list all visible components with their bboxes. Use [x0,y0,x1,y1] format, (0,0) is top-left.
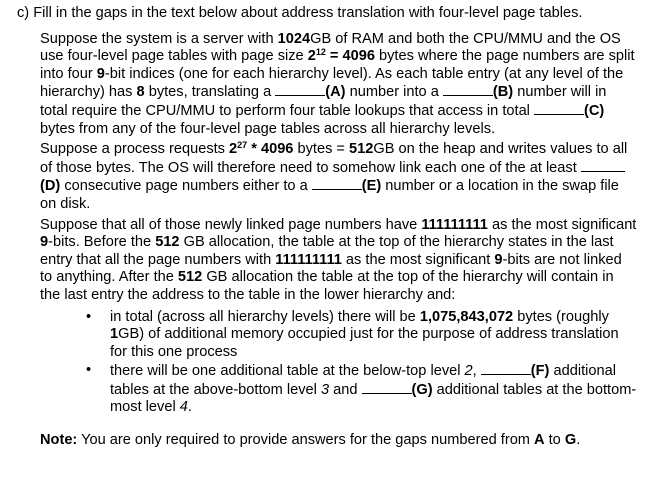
text: bytes = [293,141,350,158]
text: bytes from any of the four-level page tables across all hierarchy levels. [40,120,496,137]
text: , [472,363,481,380]
consequence-list [40,309,637,418]
heap-size: 512 [349,141,374,158]
gap-g-blank[interactable] [362,381,412,394]
text: -bits. Before the [48,234,156,251]
text: to [544,432,565,449]
gap-b-label: (B) [492,84,514,101]
alloc-size: 512 [155,234,180,251]
text: Suppose a process requests [40,141,230,158]
text: bytes (roughly [513,308,609,325]
gap-c-label: (C) [583,102,605,119]
page-size-base: $2^{12} = 4096$ [307,47,375,65]
text: as the most significant [341,251,495,268]
gap-c-blank[interactable] [534,102,584,115]
text: You are only required to provide answers for the gaps numbered from [77,432,535,449]
page-size-exponent: 12 [315,47,326,58]
note-label: Note: [40,432,78,449]
text: -bit indices (one for each hierarchy level). As each table entry (at any level of the hierarchy) has [40,65,624,101]
gap-e-blank[interactable] [312,177,362,190]
bit-pattern: 111111111 [421,216,488,233]
text: Suppose that all of those newly linked page numbers have [40,216,422,233]
text: and [329,381,362,398]
bit-pattern: 111111111 [275,251,342,268]
text: GB allocation the table at the top of the hierarchy will contain in the last entry the address to the table in the lower hierarchy and: [40,269,614,303]
text: GB on the heap and writes values to all of those bytes. The OS will therefore need to somehow link each one of the at least [40,141,628,176]
text: number will in total require the CPU/MMU to perform four table lookups that access in total [40,84,607,119]
text: GB allocation, the table at the top of the hierarchy states in the last entry that all the page numbers with [40,234,614,268]
total-bytes: 1,075,843,072 [419,308,514,325]
text: number into a [345,84,443,101]
text: consecutive page numbers either to a [60,178,312,195]
text: number or a location in the swap file on disk. [40,178,619,212]
gap-range-end: G [564,432,577,449]
gap-e-label: (E) [361,178,382,195]
text: GB) of additional memory occupied just for the purpose of address translation for this one process [110,326,619,360]
paragraph-allocation [40,141,637,213]
index-bits: 9 [96,65,105,82]
text: there will be one additional table at the below-top level [110,363,465,380]
roughly-gb: 1 [110,326,119,343]
msb-count: 9 [40,234,49,251]
page-count: $2^{27} * 4096$ [229,140,294,158]
gap-a-blank[interactable] [275,83,325,96]
ram-size: 1024 [277,30,311,47]
text: additional tables at the bottom-most level [110,381,637,416]
gap-f-blank[interactable] [481,362,531,375]
text: GB of RAM and both the CPU/MMU and the OS use four-level page tables with page size [40,30,621,65]
level-number: 4 [179,399,188,416]
gap-d-blank[interactable] [581,159,625,172]
list-item [40,362,637,417]
gap-b-blank[interactable] [443,83,493,96]
level-number: 3 [320,381,330,398]
text: additional tables at the above-bottom level [110,363,616,398]
note [40,432,637,450]
paragraph-system [40,31,637,139]
text: bytes, translating a [144,84,276,101]
gap-a-label: (A) [325,84,346,101]
text: . [187,399,192,416]
text: . [576,432,581,449]
alloc-size: 512 [177,269,203,286]
text: -bits are not linked to anything. After the [40,251,622,286]
entry-size: 8 [136,84,145,101]
paragraph-hierarchy [40,217,637,418]
gap-range-start: A [534,432,545,449]
bullet-icon: • [86,362,92,379]
level-number: 2 [464,363,473,380]
page-count-exponent: 27 [237,140,248,151]
msb-count: 9 [494,251,503,268]
list-item [40,309,637,362]
text: bytes where the page numbers are split into four [40,48,635,82]
gap-g-label: (G) [411,381,433,398]
text: Suppose the system is a server with [40,30,278,47]
gap-d-label: (D) [40,178,61,195]
text: in total (across all hierarchy levels) there will be [110,308,420,325]
question-heading: c) Fill in the gaps in the text below about address translation with four-level page tables. [17,5,583,21]
gap-f-label: (F) [530,363,550,380]
bullet-icon: • [86,308,92,325]
text: as the most significant [487,216,637,233]
